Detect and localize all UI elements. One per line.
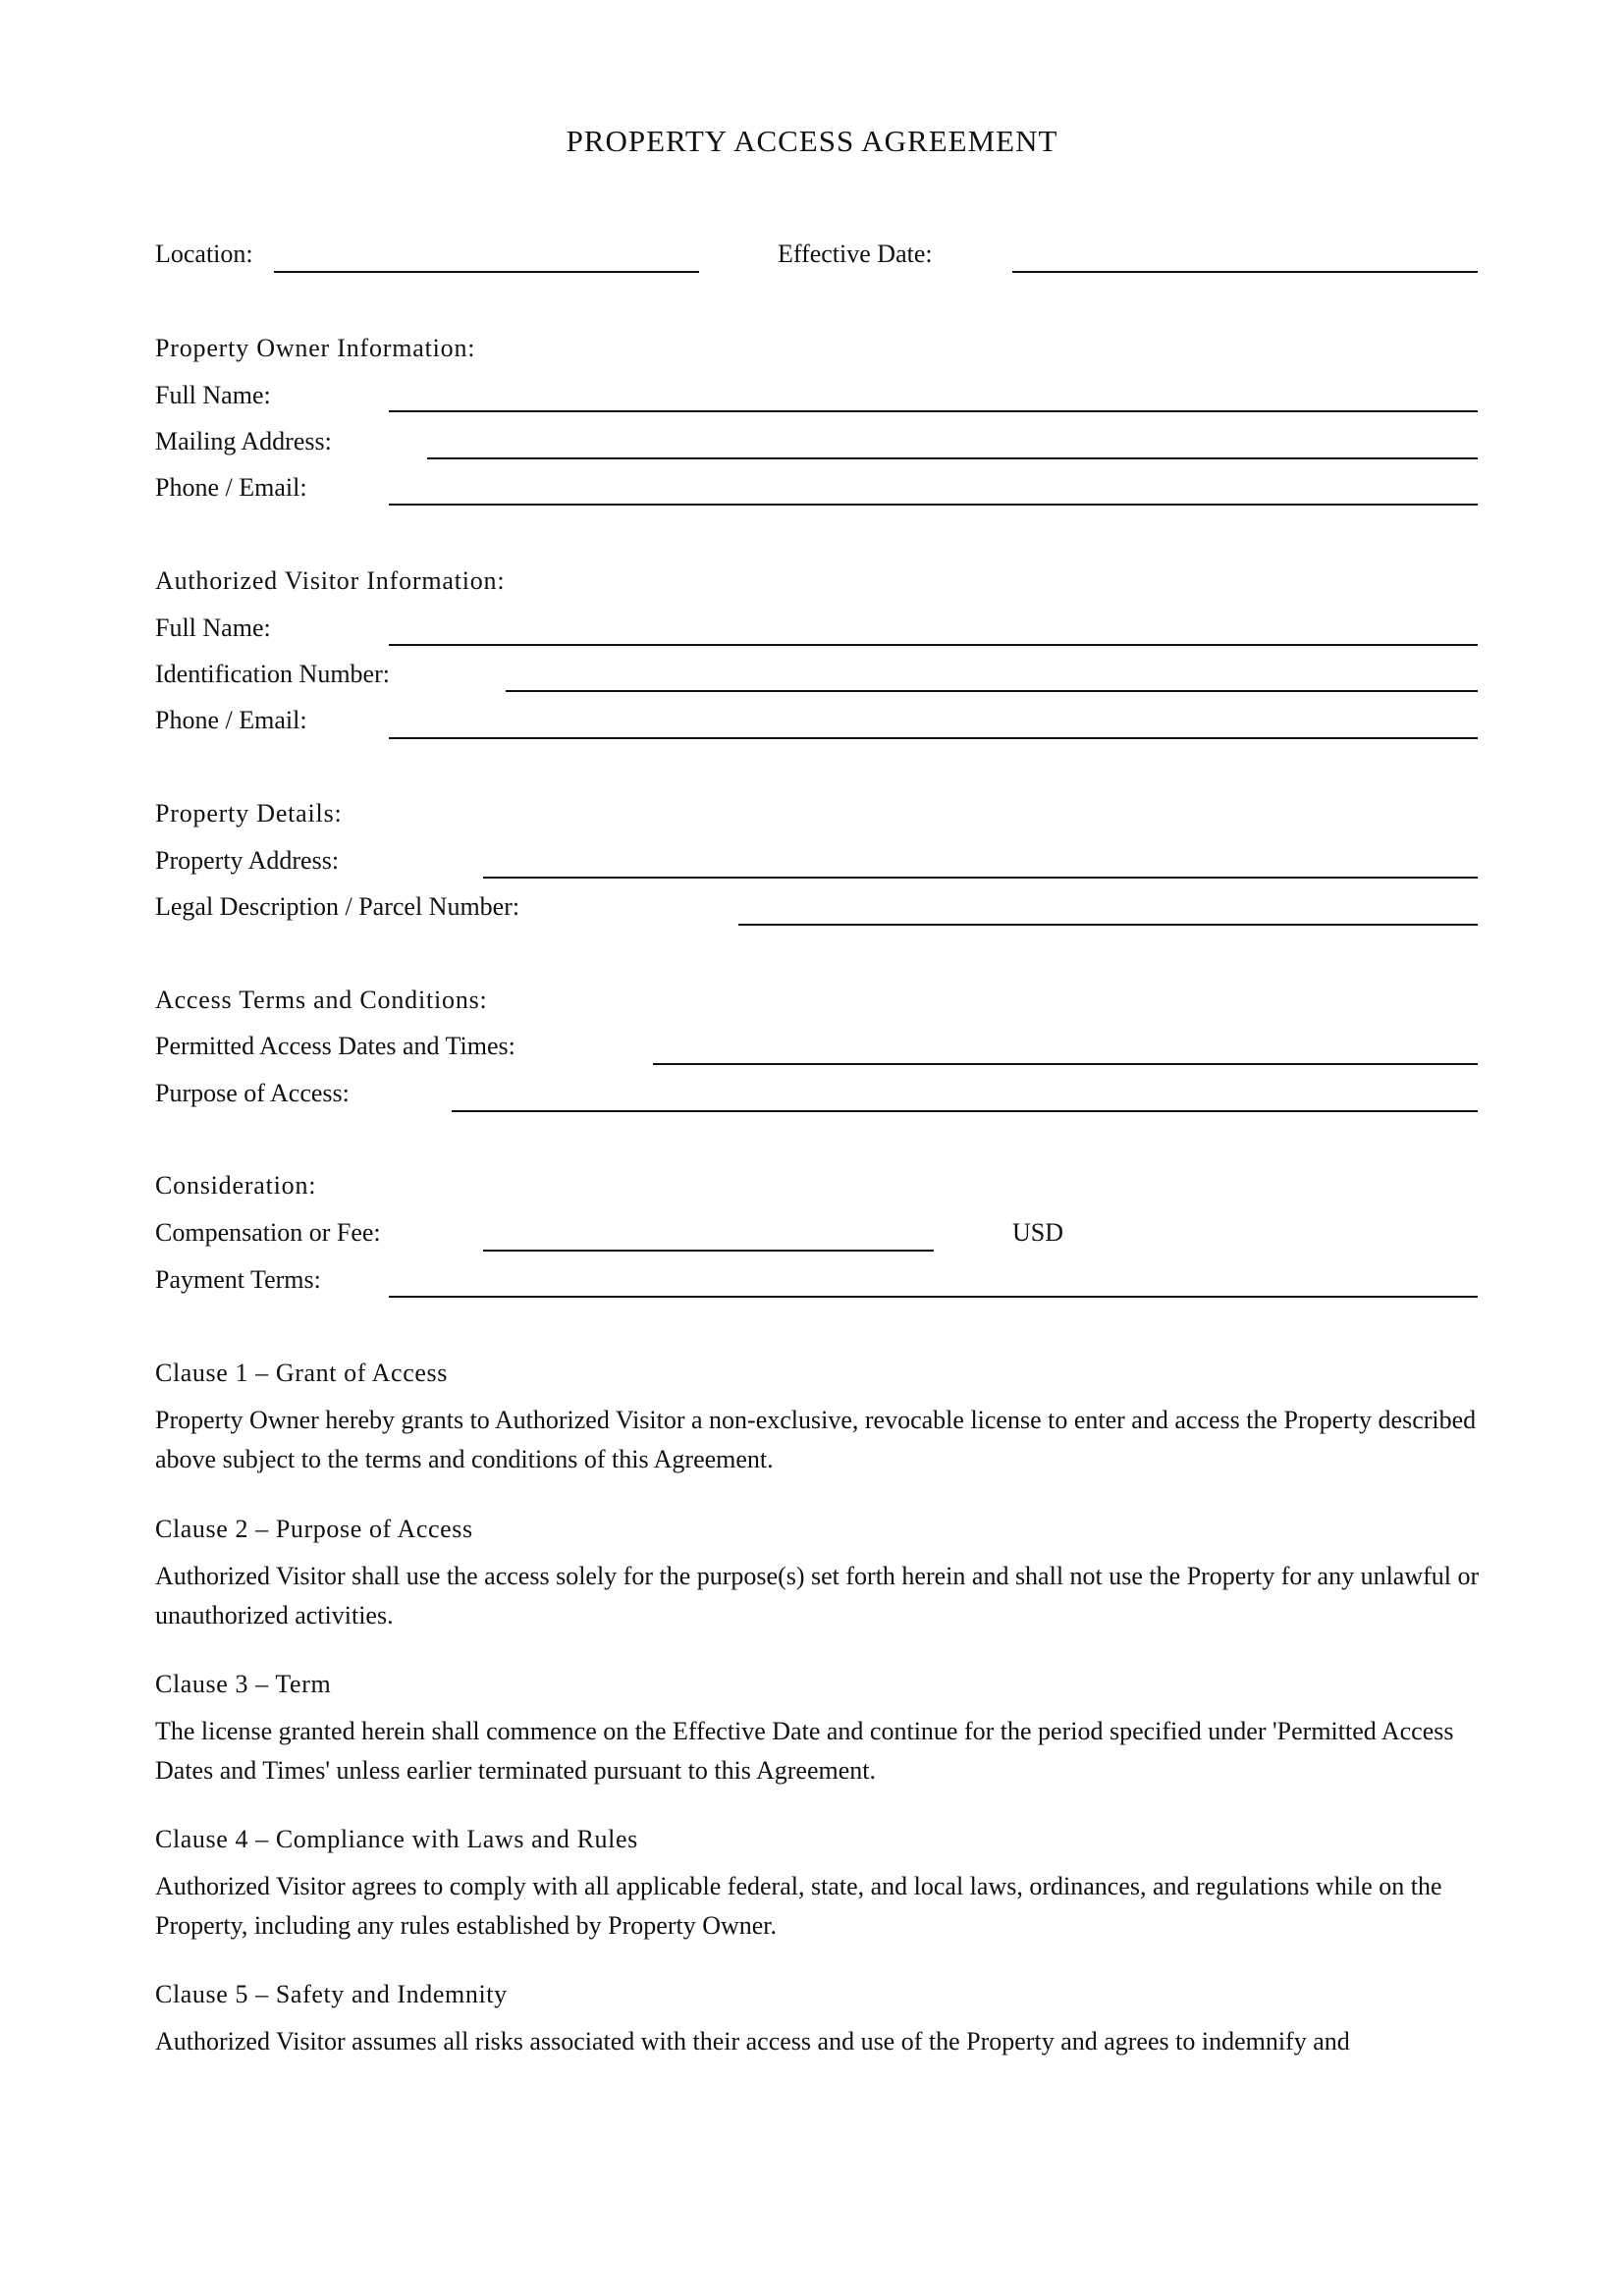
location-label: Location: [155,240,253,268]
payment-terms-label: Payment Terms: [155,1265,321,1294]
legal-description-field[interactable] [738,924,1478,926]
clause-4-body: Authorized Visitor agrees to comply with all applicable federal, state, and local laws, ordinances, and regulations while on the Property, including any rules established by Property Owner. [155,1872,1442,1940]
visitor-phone-email-field[interactable] [389,737,1478,739]
visitor-id-number-label: Identification Number: [155,660,390,688]
clause-3-body: The license granted herein shall commence on the Effective Date and continue for the period specified under 'Permitted Access Dates and Times' unless earlier terminated pursuant to this Agreement. [155,1717,1454,1785]
owner-mailing-address-label: Mailing Address: [155,427,332,455]
property-address-label: Property Address: [155,846,340,875]
property-address-field[interactable] [483,877,1478,879]
visitor-full-name-field[interactable] [389,644,1478,646]
compensation-fee-field[interactable] [483,1250,934,1252]
visitor-section-heading: Authorized Visitor Information: [155,566,506,595]
clause-5-title: Clause 5 – Safety and Indemnity [155,1980,508,2008]
clause-5-body: Authorized Visitor assumes all risks associated with their access and use of the Property and agrees to indemnify and [155,2027,1350,2056]
access-dates-field[interactable] [653,1063,1478,1065]
owner-phone-email-field[interactable] [389,504,1478,506]
effective-date-label: Effective Date: [778,240,933,268]
clause-2-title: Clause 2 – Purpose of Access [155,1515,473,1543]
access-section-heading: Access Terms and Conditions: [155,986,488,1014]
legal-description-label: Legal Description / Parcel Number: [155,892,520,921]
visitor-id-number-field[interactable] [506,690,1478,692]
consideration-section-heading: Consideration: [155,1171,317,1200]
access-dates-label: Permitted Access Dates and Times: [155,1032,515,1060]
purpose-of-access-field[interactable] [452,1110,1478,1112]
owner-full-name-label: Full Name: [155,381,271,409]
currency-label: USD [1012,1218,1064,1247]
owner-full-name-field[interactable] [389,410,1478,412]
purpose-of-access-label: Purpose of Access: [155,1079,350,1107]
effective-date-field[interactable] [1012,271,1478,273]
payment-terms-field[interactable] [389,1296,1478,1298]
document-title: PROPERTY ACCESS AGREEMENT [566,124,1058,158]
clause-4-title: Clause 4 – Compliance with Laws and Rules [155,1825,638,1853]
owner-mailing-address-field[interactable] [427,457,1478,459]
property-section-heading: Property Details: [155,799,343,828]
visitor-full-name-label: Full Name: [155,614,271,642]
clause-3-title: Clause 3 – Term [155,1670,332,1698]
owner-section-heading: Property Owner Information: [155,334,476,362]
location-field[interactable] [274,271,699,273]
compensation-fee-label: Compensation or Fee: [155,1218,381,1247]
clause-1-title: Clause 1 – Grant of Access [155,1359,448,1387]
visitor-phone-email-label: Phone / Email: [155,706,307,734]
clause-2-body: Authorized Visitor shall use the access solely for the purpose(s) set forth herein and shall not use the Property for any unlawful or unauthorized activities. [155,1562,1480,1629]
clause-1-body: Property Owner hereby grants to Authorized Visitor a non-exclusive, revocable license to enter and access the Property described above subject to the terms and conditions of this Agreement. [155,1406,1477,1473]
owner-phone-email-label: Phone / Email: [155,473,307,502]
